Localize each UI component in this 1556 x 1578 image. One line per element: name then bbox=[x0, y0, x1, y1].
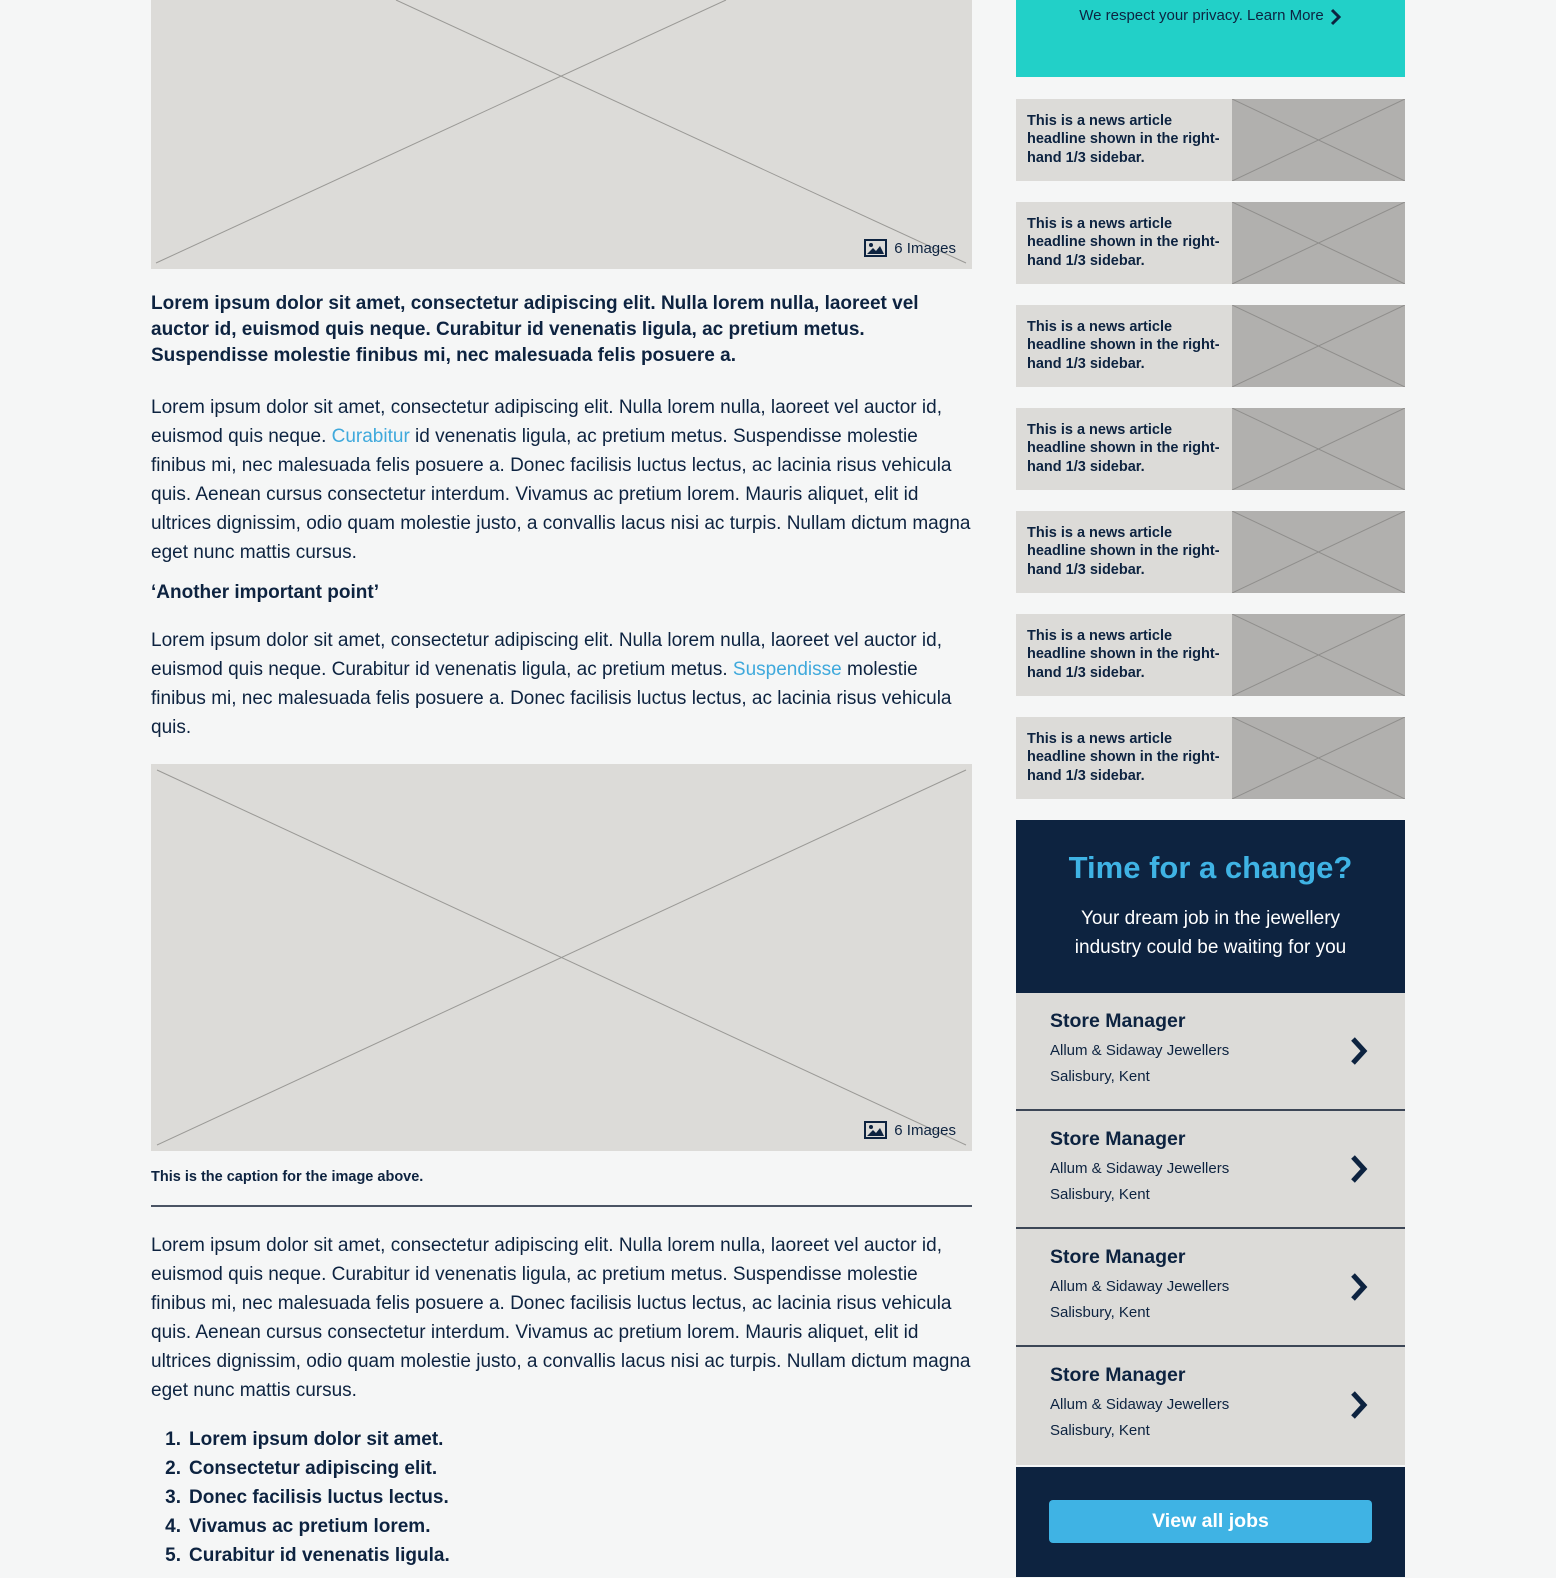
image-placeholder-cross bbox=[1232, 99, 1405, 181]
jobs-widget-title: Time for a change? bbox=[1068, 850, 1353, 885]
image-placeholder-cross bbox=[1232, 305, 1405, 387]
paragraph-text: id venenatis ligula, ac pretium metus. Suspendisse molestie finibus mi, nec malesuada felis posuere a. Donec facilisis luctus lectus, ac lacinia risus vehicula quis. Aenean cursus consectetur interdum. Vivamus ac pretium lorem. Mauris aliquet, elit id ultrices dignissim, odio quam molestie justo, a convallis lacus nisi ac turpis. Nullam dictum magna eget nunc mattis cursus. bbox=[151, 426, 971, 563]
image-caption: This is the caption for the image above. bbox=[151, 1169, 424, 1185]
image-placeholder-cross bbox=[1232, 408, 1405, 490]
image-placeholder-cross bbox=[1232, 717, 1405, 799]
image-placeholder-cross bbox=[151, 764, 972, 1151]
jobs-widget-header bbox=[1016, 820, 1405, 993]
job-company: Allum & Sidaway Jewellers bbox=[1050, 1396, 1230, 1413]
article-column bbox=[151, 0, 972, 1570]
job-title: Store Manager bbox=[1050, 1364, 1186, 1386]
privacy-text: We respect your privacy. Learn More bbox=[1079, 7, 1324, 24]
chevron-right-icon[interactable] bbox=[1349, 1035, 1369, 1067]
job-company: Allum & Sidaway Jewellers bbox=[1050, 1278, 1230, 1295]
image-count-label: 6 Images bbox=[894, 239, 956, 257]
image-placeholder-cross bbox=[1232, 511, 1405, 593]
article-paragraph-2 bbox=[151, 626, 972, 742]
job-location: Salisbury, Kent bbox=[1050, 1422, 1150, 1439]
news-thumbnail[interactable] bbox=[1232, 408, 1405, 490]
news-thumbnail[interactable] bbox=[1232, 99, 1405, 181]
jobs-widget-footer bbox=[1016, 1467, 1405, 1577]
list-text: Lorem ipsum dolor sit amet. bbox=[189, 1429, 444, 1450]
article-top-image[interactable] bbox=[151, 0, 972, 269]
job-listing[interactable] bbox=[1016, 1347, 1405, 1465]
chevron-right-icon bbox=[1330, 8, 1342, 26]
list-item bbox=[151, 1425, 972, 1454]
job-company: Allum & Sidaway Jewellers bbox=[1050, 1160, 1230, 1177]
image-placeholder-cross bbox=[151, 0, 972, 269]
jobs-subtitle-line: Your dream job in the jewellery bbox=[1080, 908, 1341, 929]
inline-link-curabitur[interactable]: Curabitur bbox=[331, 426, 410, 447]
paragraph-text: Lorem ipsum dolor sit amet, consectetur adipiscing elit. Nulla lorem nulla, laoreet vel auctor id, euismod quis neque. Curabitur id venenatis ligula, ac pretium metus. bbox=[151, 630, 942, 680]
news-item[interactable] bbox=[1016, 99, 1405, 181]
privacy-banner[interactable] bbox=[1016, 0, 1405, 77]
list-item bbox=[151, 1483, 972, 1512]
privacy-link[interactable] bbox=[1079, 7, 1342, 77]
list-text: Donec facilisis luctus lectus. bbox=[189, 1487, 449, 1508]
job-location: Salisbury, Kent bbox=[1050, 1186, 1150, 1203]
job-location: Salisbury, Kent bbox=[1050, 1068, 1150, 1085]
news-item[interactable] bbox=[1016, 511, 1405, 593]
list-number: 1. bbox=[165, 1429, 181, 1450]
numbered-list bbox=[151, 1425, 972, 1570]
chevron-right-icon[interactable] bbox=[1349, 1271, 1369, 1303]
news-item[interactable] bbox=[1016, 305, 1405, 387]
news-thumbnail[interactable] bbox=[1232, 614, 1405, 696]
pull-quote: ‘Another important point’ bbox=[151, 582, 379, 603]
article-paragraph-1 bbox=[151, 393, 972, 567]
sidebar bbox=[1016, 0, 1405, 1577]
list-item bbox=[151, 1512, 972, 1541]
image-gallery-icon bbox=[864, 1121, 887, 1139]
news-headline[interactable]: This is a news article headline shown in the right-hand 1/3 sidebar. bbox=[1027, 422, 1220, 475]
list-text: Curabitur id venenatis ligula. bbox=[189, 1545, 450, 1566]
image-placeholder-cross bbox=[1232, 202, 1405, 284]
job-title: Store Manager bbox=[1050, 1128, 1186, 1150]
list-item bbox=[151, 1541, 972, 1570]
news-thumbnail[interactable] bbox=[1232, 511, 1405, 593]
news-thumbnail[interactable] bbox=[1232, 717, 1405, 799]
divider bbox=[151, 1205, 972, 1207]
image-count-badge[interactable] bbox=[864, 239, 956, 257]
news-item[interactable] bbox=[1016, 717, 1405, 799]
image-count-label: 6 Images bbox=[894, 1121, 956, 1139]
news-list bbox=[1016, 99, 1405, 799]
paragraph-text: Lorem ipsum dolor sit amet, consectetur adipiscing elit. Nulla lorem nulla, laoreet vel auctor id, euismod quis neque. bbox=[151, 397, 942, 447]
list-number: 4. bbox=[165, 1516, 181, 1537]
news-headline[interactable]: This is a news article headline shown in the right-hand 1/3 sidebar. bbox=[1027, 113, 1220, 166]
job-title: Store Manager bbox=[1050, 1010, 1186, 1032]
news-headline[interactable]: This is a news article headline shown in the right-hand 1/3 sidebar. bbox=[1027, 319, 1220, 372]
image-count-badge[interactable] bbox=[864, 1121, 956, 1139]
jobs-subtitle-line: industry could be waiting for you bbox=[1074, 937, 1347, 958]
list-text: Consectetur adipiscing elit. bbox=[189, 1458, 438, 1479]
view-all-jobs-button[interactable]: View all jobs bbox=[1049, 1500, 1372, 1543]
paragraph-text: molestie finibus mi, nec malesuada felis posuere a. Donec facilisis luctus lectus, ac lacinia risus vehicula quis. bbox=[151, 659, 952, 738]
image-gallery-icon bbox=[864, 239, 887, 257]
news-thumbnail[interactable] bbox=[1232, 202, 1405, 284]
jobs-widget-subtitle bbox=[1016, 904, 1405, 962]
inline-link-suspendisse[interactable]: Suspendisse bbox=[732, 659, 842, 680]
image-placeholder-cross bbox=[1232, 614, 1405, 696]
news-headline[interactable]: This is a news article headline shown in the right-hand 1/3 sidebar. bbox=[1027, 216, 1220, 269]
news-item[interactable] bbox=[1016, 614, 1405, 696]
news-headline[interactable]: This is a news article headline shown in the right-hand 1/3 sidebar. bbox=[1027, 525, 1220, 578]
article-paragraph-3: Lorem ipsum dolor sit amet, consectetur adipiscing elit. Nulla lorem nulla, laoreet vel auctor id, euismod quis neque. Curabitur id venenatis ligula, ac pretium metus. Suspendisse molestie finibus mi, nec malesuada felis posuere a. Donec facilisis luctus lectus, ac lacinia risus vehicula quis. Aenean cursus consectetur interdum. Vivamus ac pretium lorem. Mauris aliquet, elit id ultrices dignissim, odio quam molestie justo, a convallis lacus nisi ac turpis. Nullam dictum magna eget nunc mattis cursus. bbox=[151, 1235, 971, 1401]
article-inline-image[interactable] bbox=[151, 764, 972, 1151]
chevron-right-icon[interactable] bbox=[1349, 1153, 1369, 1185]
article-lead: Lorem ipsum dolor sit amet, consectetur adipiscing elit. Nulla lorem nulla, laoreet vel auctor id, euismod quis neque. Curabitur id venenatis ligula, ac pretium metus. Suspendisse molestie finibus mi, nec malesuada felis posuere a. bbox=[151, 293, 919, 366]
news-headline[interactable]: This is a news article headline shown in the right-hand 1/3 sidebar. bbox=[1027, 628, 1220, 681]
news-item[interactable] bbox=[1016, 408, 1405, 490]
list-number: 5. bbox=[165, 1545, 181, 1566]
list-item bbox=[151, 1454, 972, 1483]
news-headline[interactable]: This is a news article headline shown in the right-hand 1/3 sidebar. bbox=[1027, 731, 1220, 784]
chevron-right-icon[interactable] bbox=[1349, 1389, 1369, 1421]
job-company: Allum & Sidaway Jewellers bbox=[1050, 1042, 1230, 1059]
job-listing[interactable] bbox=[1016, 993, 1405, 1111]
list-number: 3. bbox=[165, 1487, 181, 1508]
news-item[interactable] bbox=[1016, 202, 1405, 284]
news-thumbnail[interactable] bbox=[1232, 305, 1405, 387]
job-title: Store Manager bbox=[1050, 1246, 1186, 1268]
job-listing[interactable] bbox=[1016, 1229, 1405, 1347]
job-listing[interactable] bbox=[1016, 1111, 1405, 1229]
job-location: Salisbury, Kent bbox=[1050, 1304, 1150, 1321]
list-text: Vivamus ac pretium lorem. bbox=[189, 1516, 431, 1537]
list-number: 2. bbox=[165, 1458, 181, 1479]
